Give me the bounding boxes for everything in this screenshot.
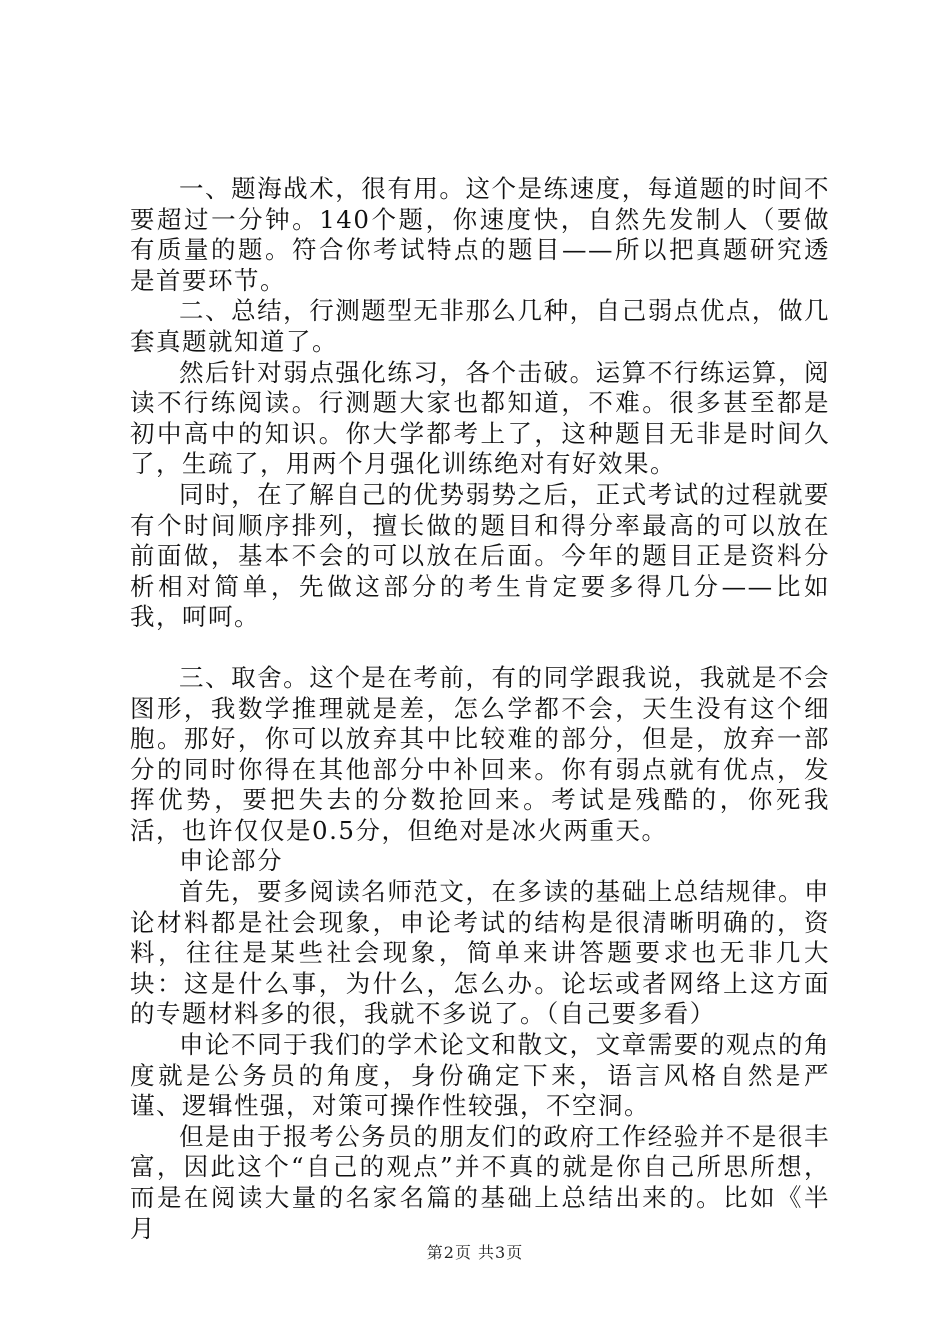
paragraph-tradeoff: 三、取舍。这个是在考前，有的同学跟我说，我就是不会图形，我数学推理就是差，怎么学都不会，天生没有这个细胞。那好，你可以放弃其中比较难的部分，但是，放弃一部分的同时你得在其他部分中补回来。你有弱点就有优点，发挥优势，要把失去的分数抢回来。考试是残酷的，你死我活，也许仅仅是0.5分，但绝对是冰火两重天。 xyxy=(130,662,830,845)
document-body xyxy=(130,174,830,1244)
page-footer: 第2页 共3页 xyxy=(426,1243,524,1262)
paragraph-own-viewpoint: 但是由于报考公务员的朋友们的政府工作经验并不是很丰富，因此这个“自己的观点”并不真的就是你自己所思所想，而是在阅读大量的名家名篇的基础上总结出来的。比如《半月 xyxy=(130,1121,830,1243)
paragraph-summary: 二、总结，行测题型无非那么几种，自己弱点优点，做几套真题就知道了。 xyxy=(130,296,830,356)
paragraph-tactics: 一、题海战术，很有用。这个是练速度，每道题的时间不要超过一分钟。140个题，你速度快，自然先发制人（要做有质量的题。符合你考试特点的题目——所以把真题研究透是首要环节。 xyxy=(130,174,830,295)
paragraph-time-order: 同时，在了解自己的优势弱势之后，正式考试的过程就要有个时间顺序排列，擅长做的题目和得分率最高的可以放在前面做，基本不会的可以放在后面。今年的题目正是资料分析相对简单，先做这部分的考生肯定要多得几分——比如我，呵呵。 xyxy=(130,479,830,632)
paragraph-perspective: 申论不同于我们的学术论文和散文，文章需要的观点的角度就是公务员的角度，身份确定下来，语言风格自然是严谨、逻辑性强，对策可操作性较强，不空洞。 xyxy=(130,1030,830,1121)
paragraph-weakness-practice: 然后针对弱点强化练习，各个击破。运算不行练运算，阅读不行练阅读。行测题大家也都知道，不难。很多甚至都是初中高中的知识。你大学都考上了，这种题目无非是时间久了，生疏了，用两个月强化训练绝对有好效果。 xyxy=(130,357,830,479)
paragraph-read-model-essays: 首先，要多阅读名师范文，在多读的基础上总结规律。申论材料都是社会现象，申论考试的结构是很清晰明确的，资料，往往是某些社会现象，简单来讲答题要求也无非几大块：这是什么事，为什么，怎么办。论坛或者网络上这方面的专题材料多的很，我就不多说了。（自己要多看） xyxy=(130,877,830,1029)
section-heading-shenlun: 申论部分 xyxy=(179,846,283,876)
